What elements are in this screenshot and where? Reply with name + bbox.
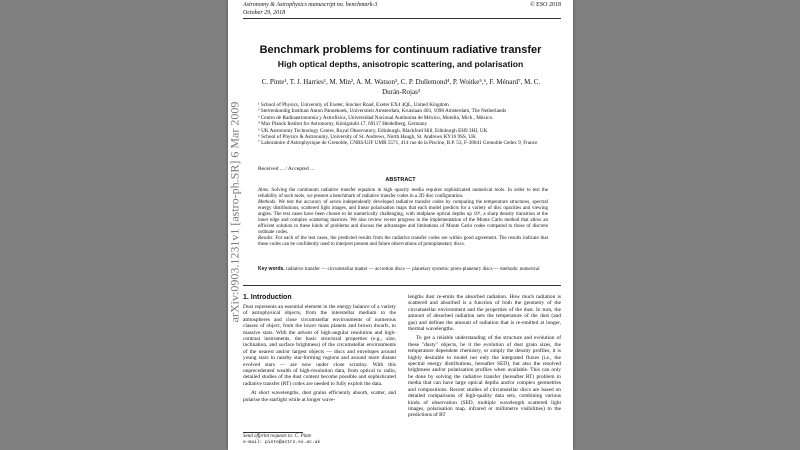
aims-text: Solving the continuum radiative transfer equation in high opacity media requires sophisticated numerical tools. In order to test the reliability of such tools, we present a benchmark of radiative transfer codes in a 2D disc configuration.	[258, 188, 548, 199]
keywords-label: Key words.	[258, 266, 285, 272]
paper-subtitle: High optical depths, anisotropic scattering, and polarisation	[277, 59, 524, 69]
results-label: Results.	[258, 236, 274, 241]
results-text: For each of the test cases, the predicted results from the radiative transfer codes are within good agreement. The results indicate that these codes can be confidently used to interpret present and future observations of protoplanetary discs.	[258, 236, 548, 247]
email: e-mail: pinte@astro.ex.ac.uk	[243, 440, 321, 445]
footnote	[243, 434, 396, 446]
paragraph: lengths dust re-emits the absorbed radiation. How much radiation is scattered and absorbed is a function of both the geometry of the circumstellar environment and the properties of the dust. In turn, the amount of absorbed radiation sets the temperature of the dust (and gas) and defines the amount of radiation that is re-emitted at longer, thermal wavelengths.	[408, 294, 561, 333]
left-column	[243, 304, 396, 406]
paper-page	[228, 0, 573, 450]
affiliation: ⁶ School of Physics & Astronomy, University of St. Andrews, North Haugh, St. Andrews KY16 9SS, UK	[258, 134, 476, 141]
journal-line: Astronomy & Astrophysics manuscript no. benchmark-3	[243, 2, 378, 8]
keywords	[258, 266, 548, 273]
abstract-heading: ABSTRACT	[385, 177, 416, 183]
keywords-text: radiative transfer — circumstellar matter — accretion discs — planetary systems: proto-planetary discs — methods: numerical	[285, 267, 540, 272]
section-heading: 1. Introduction	[243, 294, 292, 301]
paragraph: Dust represents an essential element in the energy balance of a variety of astrophysical objects, from the interstellar medium to the atmospheres and close circumstellar environments of numerous classes of object, from the lower mass planets and brown dwarfs, to massive stars. With the advent of high-angular resolution and high-contrast instruments, the basic structural properties (e.g., size, inclination, and surface brightness) of the circumstellar environments of the nearest and/or largest objects — discs and envelopes around young stars in nearby star-forming regions and around more distant evolved stars — are now under close scrutiny. With this unprecedented wealth of high-resolution data, from optical to radio, detailed studies of the dust content become possible and sophisticated radiative transfer (RT) codes are needed to fully exploit the data.	[243, 304, 396, 387]
running-header	[243, 2, 561, 17]
offprint-request: Send offprint requests to: C. Pinte	[243, 434, 312, 439]
methods-text: We test the accuracy of seven independently developed radiative transfer codes by comparing the temperature structures, spectral energy distributions, scattered light images, and linear polarisation maps that each model predicts for a variety of disc opacities and viewing angles. The test cases have been chosen to be numerically challenging, with midplane optical depths up 10⁶, a sharp density transition at the inner edge and complex scattering matrices. We also review recent progress in the implementation of the Monte Carlo method that allow an efficient solution to these kinds of problems and discuss the advantages and limitations of Monte Carlo codes compared to those of discrete ordinate codes.	[258, 200, 548, 235]
affiliation: ⁴ Max Planck Institut for Astronomy, Königstuhl 17, 69117 Heidelberg, Germany	[258, 121, 428, 128]
arxiv-stamp	[228, 92, 242, 332]
abstract-rule	[243, 285, 561, 286]
affiliation: ¹ School of Physics, University of Exeter, Stocker Road, Exeter EX4 4QL, United Kingdom	[258, 102, 449, 108]
author-list: C. Pinte¹, T. J. Harries¹, M. Min², A. M. Watson³, C. P. Dullemond⁴, P. Woitke⁵,⁶, F. Ménard⁷, M. C. Durán-Rojas³	[261, 78, 541, 96]
date-line: October 29, 2018	[243, 9, 286, 16]
header-rule	[243, 18, 561, 19]
affiliation-list	[258, 102, 558, 147]
copyright: © ESO 2018	[530, 2, 561, 8]
affiliation: ³ Centro de Radioastronomía y Astrofísica, Universidad Nacional Autónoma de México, Morelia, Mich., México.	[258, 114, 494, 121]
paper-title: Benchmark problems for continuum radiative transfer	[259, 44, 542, 56]
aims-label: Aims.	[258, 188, 270, 193]
abstract-body	[258, 188, 548, 248]
affiliation: ⁵ UK Astronomy Technology Centre, Royal Observatory, Edinburgh, Blackford Hill, Edinburgh EH9 3HJ, UK	[258, 127, 488, 134]
footnote-rule	[243, 432, 303, 433]
arxiv-id: arXiv:0903.1231v1 [astro-ph.SR] 6 Mar 2009	[227, 101, 242, 323]
received-line: Received ... / Accepted ...	[258, 166, 315, 172]
right-column	[408, 294, 561, 422]
affiliation: ² Sterrenkundig Instituut Anton Pannekoek, Universiteit Amsterdam, Kruislaan 403, 1098 Amsterdam, The Netherlands	[258, 108, 507, 115]
affiliation: ⁷ Laboratoire d'Astrophysique de Grenoble, CNRS/UJF UMR 5571, 414 rue de la Piscine, B.P. 53, F-38041 Grenoble Cedex 9, France	[258, 140, 538, 147]
paragraph: At short wavelengths, dust grains efficiently absorb, scatter, and polarise the starlight while at longer wave-	[243, 390, 396, 403]
paragraph: To get a reliable understanding of the structure and evolution of these "dusty" objects, be it the evolution of dust grain sizes, the temperature dependent chemistry, or simply the density profiles, it is highly desirable to model not only the integrated fluxes (i.e., the spectral energy distributions, hereafter SED), but also the resolved brightness and/or polarisation profiles when available. This can only be done by solving the radiative transfer (hereafter RT) problem in media that can have large optical depths and/or complex geometries and compositions. Recent studies of circumstellar discs are based on detailed comparisons of high-quality data sets, combining various kinds of observation (SED, multiple wavelength scattered light images, polarisation map, infrared or millimetre visibilities) to the predictions of RT	[408, 335, 561, 419]
methods-label: Methods.	[258, 200, 277, 205]
